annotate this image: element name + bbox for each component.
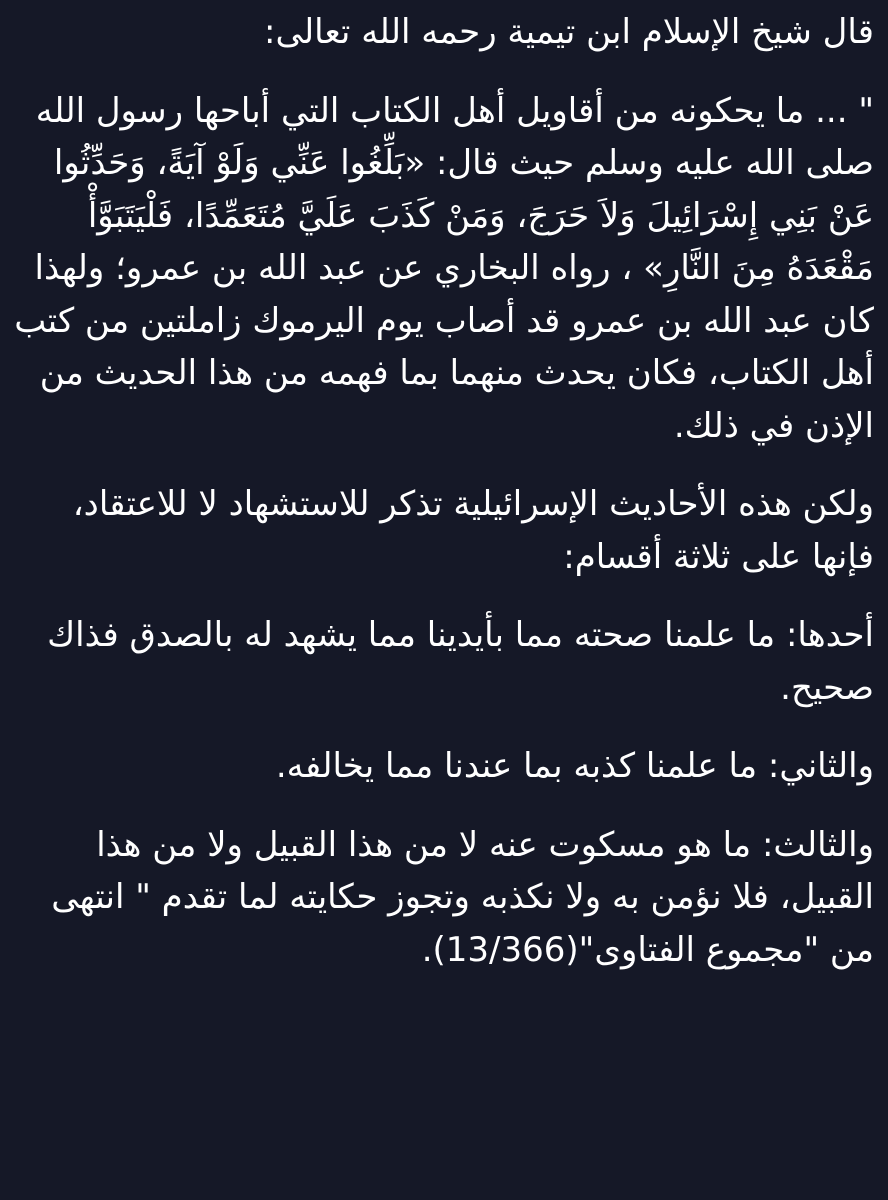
category-third-paragraph: والثالث: ما هو مسكوت عنه لا من هذا القبيل ولا من هذا القبيل، فلا نؤمن به ولا نكذبه وتجوز حكايته لما تقدم " انتهى من "مجموع الفتاوى"(13/366). bbox=[51, 824, 874, 970]
category-first-paragraph: أحدها: ما علمنا صحته مما بأيدينا مما يشهد له بالصدق فذاك صحيح. bbox=[47, 615, 874, 708]
categories-intro-paragraph: ولكن هذه الأحاديث الإسرائيلية تذكر للاستشهاد لا للاعتقاد، فإنها على ثلاثة أقسام: bbox=[72, 484, 874, 577]
quote-paragraph: " ... ما يحكونه من أقاويل أهل الكتاب التي أباحها رسول الله صلى الله عليه وسلم حيث قال: «بَلِّغُوا عَنِّي وَلَوْ آيَةً، وَحَدِّثُوا عَنْ بَنِي إِسْرَائِيلَ وَلاَ حَرَجَ، وَمَنْ كَذَبَ عَلَيَّ مُتَعَمِّدًا، فَلْيَتَبَوَّأْ مَقْعَدَهُ مِنَ النَّارِ» ، رواه البخاري عن عبد الله بن عمرو؛ ولهذا كان عبد الله بن عمرو قد أصاب يوم اليرموك زاملتين من كتب أهل الكتاب، فكان يحدث منهما بما فهمه من هذا الحديث من الإذن في ذلك. bbox=[14, 90, 874, 446]
category-second-paragraph: والثاني: ما علمنا كذبه بما عندنا مما يخالفه. bbox=[275, 746, 874, 786]
intro-line: قال شيخ الإسلام ابن تيمية رحمه الله تعالى: bbox=[264, 12, 874, 52]
